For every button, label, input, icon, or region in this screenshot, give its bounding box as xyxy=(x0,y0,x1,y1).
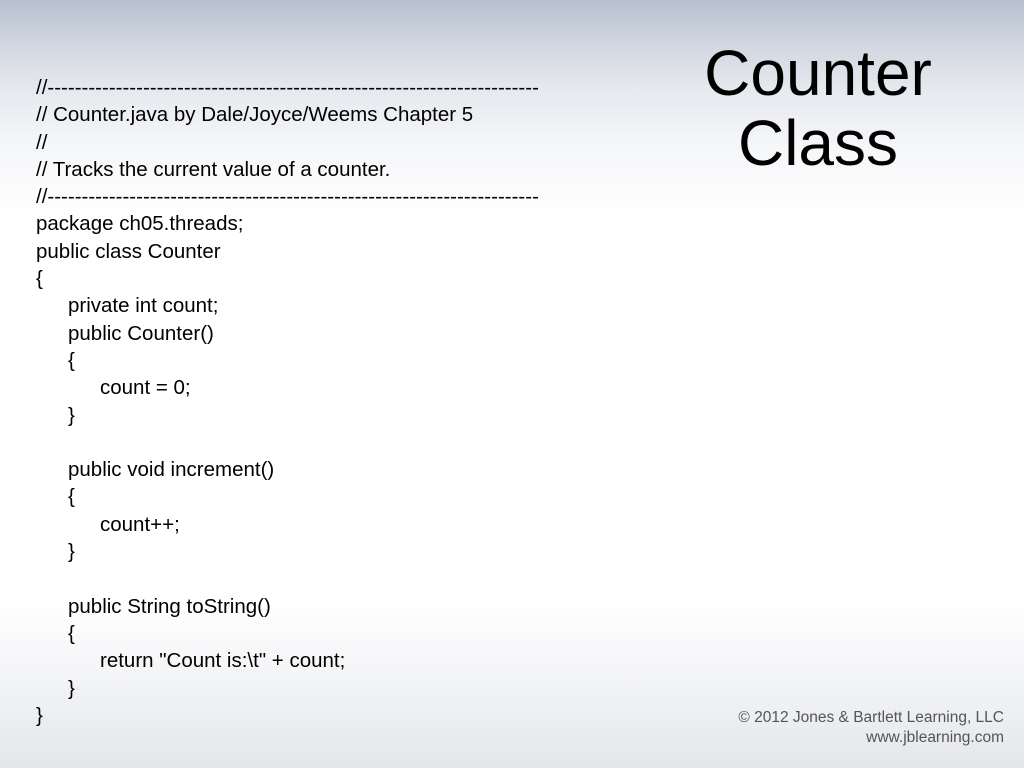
code-line: { xyxy=(36,267,43,291)
code-line: count++; xyxy=(100,512,180,536)
code-line: return "Count is:\t" + count; xyxy=(100,649,346,673)
code-line: // Tracks the current value of a counter. xyxy=(36,157,391,181)
code-line: private int count; xyxy=(68,294,219,318)
code-line: public String toString() xyxy=(68,594,271,618)
code-line: } xyxy=(68,403,75,427)
code-line: } xyxy=(68,676,75,700)
code-line-blank xyxy=(36,565,539,592)
code-line: { xyxy=(68,485,75,509)
slide-title-line-2: Class xyxy=(737,107,899,179)
code-line: package ch05.threads; xyxy=(36,212,244,236)
code-line: { xyxy=(68,621,75,645)
slide-title xyxy=(648,38,988,178)
code-line: public Counter() xyxy=(68,321,214,345)
copyright-notice xyxy=(738,708,1004,748)
slide-title-line-1: Counter xyxy=(704,37,932,109)
code-line: { xyxy=(68,348,75,372)
code-line: public void increment() xyxy=(68,458,275,482)
code-line: //------------------------------------------------------------------------ xyxy=(36,185,539,209)
code-line: // xyxy=(36,130,48,154)
code-line: count = 0; xyxy=(100,376,191,400)
code-listing xyxy=(36,74,539,729)
publisher-url: www.jblearning.com xyxy=(866,729,1004,746)
code-line: } xyxy=(36,703,43,727)
copyright-text: © 2012 Jones & Bartlett Learning, LLC xyxy=(738,709,1004,726)
code-line: } xyxy=(68,540,75,564)
code-line: // Counter.java by Dale/Joyce/Weems Chapter 5 xyxy=(36,103,474,127)
code-line: //------------------------------------------------------------------------ xyxy=(36,76,539,99)
code-line-blank xyxy=(36,429,539,456)
code-line: public class Counter xyxy=(36,239,221,263)
